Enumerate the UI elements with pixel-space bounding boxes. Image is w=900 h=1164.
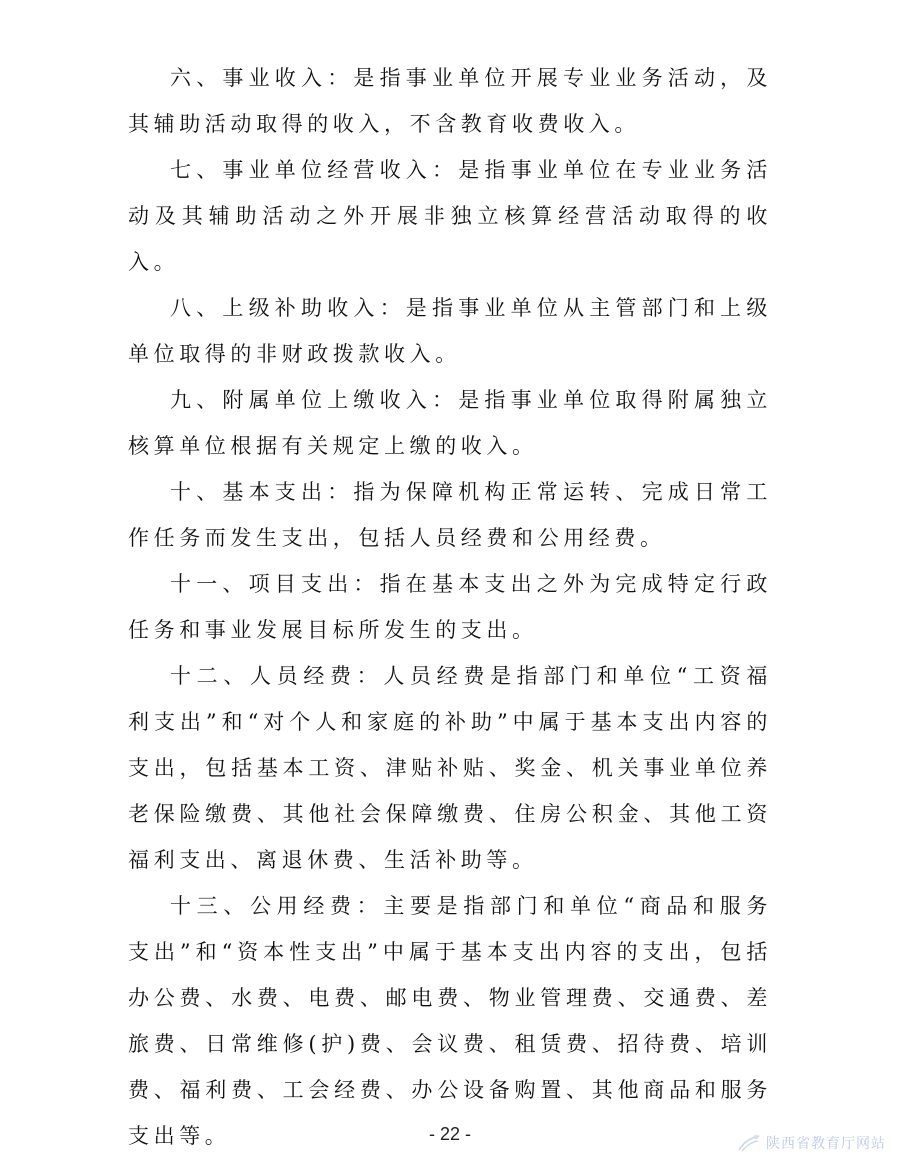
- paragraph-item-6: 六、事业收入：是指事业单位开展专业业务活动，及其辅助活动取得的收入，不含教育收费收入。: [128, 66, 772, 136]
- paragraph-item-9: 九、附属单位上缴收入：是指事业单位取得附属独立核算单位根据有关规定上缴的收入。: [128, 388, 772, 458]
- paragraph-item-7: 七、事业单位经营收入：是指事业单位在专业业务活动及其辅助活动之外开展非独立核算经营活动取得的收入。: [128, 158, 772, 274]
- paragraph-item-11: 十一、项目支出：指在基本支出之外为完成特定行政任务和事业发展目标所发生的支出。: [128, 572, 772, 642]
- paragraph-item-10: 十、基本支出：指为保障机构正常运转、完成日常工作任务而发生支出，包括人员经费和公用经费。: [128, 480, 772, 550]
- watermark: [736, 1132, 886, 1154]
- watermark-text: 陕西省教育厅网站: [766, 1136, 886, 1152]
- paragraph-item-12: 十二、人员经费：人员经费是指部门和单位“工资福利支出”和“对个人和家庭的补助”中属于基本支出内容的支出，包括基本工资、津贴补贴、奖金、机关事业单位养老保险缴费、其他社会保障缴费、住房公积金、其他工资福利支出、离退休费、生活补助等。: [128, 664, 772, 872]
- document-body: [128, 55, 772, 1159]
- watermark-logo-icon: [736, 1132, 762, 1154]
- paragraph-item-8: 八、上级补助收入：是指事业单位从主管部门和上级单位取得的非财政拨款收入。: [128, 296, 772, 366]
- paragraph-item-13: 十三、公用经费：主要是指部门和单位“商品和服务支出”和“资本性支出”中属于基本支出内容的支出，包括办公费、水费、电费、邮电费、物业管理费、交通费、差旅费、日常维修(护)费、会议费、租赁费、招待费、培训费、福利费、工会经费、办公设备购置、其他商品和服务支出等。: [128, 894, 772, 1148]
- page-number: - 22 -: [428, 1124, 471, 1144]
